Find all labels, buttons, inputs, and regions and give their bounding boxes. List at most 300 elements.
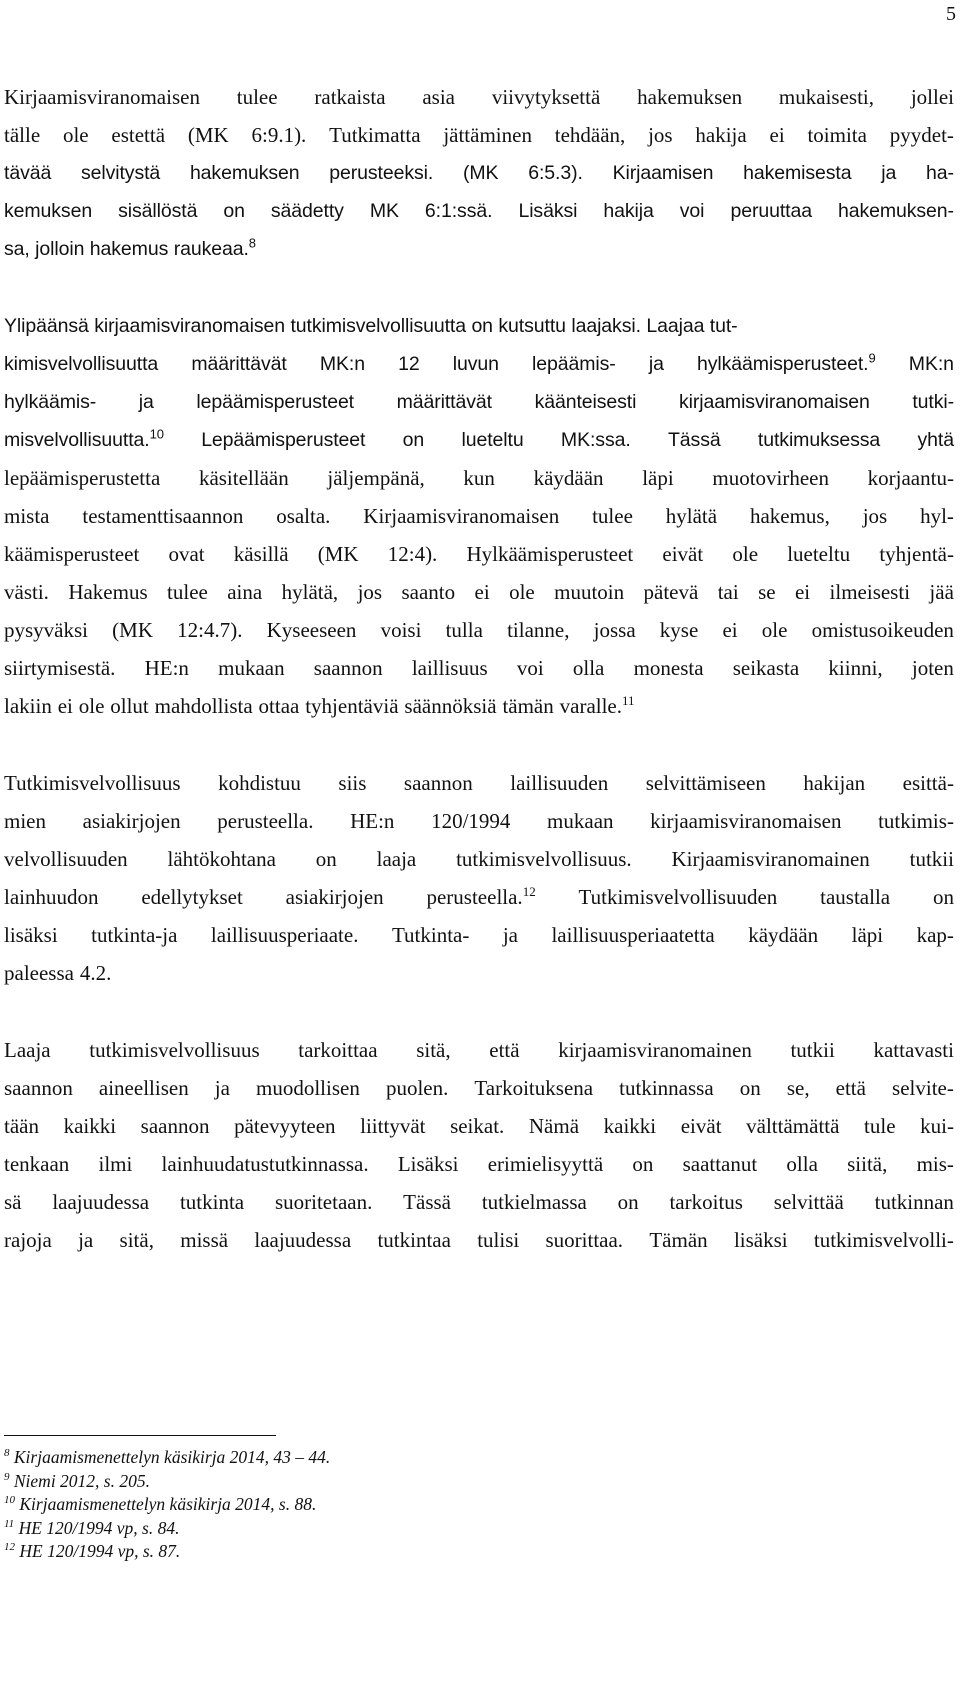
word: tävää — [4, 162, 52, 184]
word: jos — [862, 504, 888, 528]
word: tyhjentäviä — [305, 694, 399, 718]
word: että — [489, 1038, 520, 1062]
word: on — [223, 200, 245, 222]
word: asiakirjojen — [285, 885, 384, 909]
word: laillisuuden — [510, 771, 609, 795]
word: HE:n — [350, 809, 395, 833]
word: tule — [864, 1114, 896, 1138]
word: kap- — [916, 923, 954, 947]
word: hakemuksen — [189, 162, 300, 184]
word: on — [932, 885, 954, 909]
word: hakemisesta — [743, 162, 852, 184]
word: mista — [4, 504, 50, 528]
text-line — [4, 459, 954, 497]
word: seikat. — [450, 1114, 505, 1138]
word: tutkimisvelvollisuus. — [456, 847, 632, 871]
word: Tässä — [403, 1190, 451, 1214]
word: se — [758, 580, 776, 604]
word: suoritetaan. — [274, 1190, 373, 1214]
word: perusteeksi. — [329, 162, 434, 184]
word: ei — [474, 580, 490, 604]
word: eivät — [662, 542, 704, 566]
word: on — [315, 847, 337, 871]
word: on — [739, 1076, 761, 1100]
footnotes — [4, 1446, 330, 1564]
word: käydään — [533, 466, 604, 490]
word: Kirjaamisviranomaisen — [4, 85, 200, 109]
word: ole — [509, 580, 535, 604]
word: saanto — [401, 580, 456, 604]
footnote-ref: 12 — [522, 884, 536, 899]
word: jää — [929, 580, 954, 604]
footnote-text: HE 120/1994 vp, s. 87. — [19, 1541, 181, 1561]
footnote-number: 9 — [4, 1470, 10, 1483]
paragraph — [4, 764, 954, 992]
word: (MK — [112, 618, 153, 642]
word: MK:n — [908, 353, 954, 375]
text-line — [4, 307, 954, 345]
word: velvollisuuden — [4, 847, 128, 871]
word: tutki- — [912, 391, 954, 413]
word: ei — [722, 618, 738, 642]
word: tään — [4, 1114, 39, 1138]
word: omistusoikeuden — [811, 618, 954, 642]
word: jättäminen — [443, 123, 532, 147]
word: kutsuttu — [498, 315, 566, 337]
word: (MK — [187, 123, 229, 147]
word: ilmeisesti — [829, 580, 911, 604]
word: Lepäämisperusteet — [201, 429, 366, 451]
word: suorittaa. — [545, 1228, 624, 1252]
word: Kyseeseen — [266, 618, 357, 642]
word: Nämä — [528, 1114, 580, 1138]
word: ei — [57, 694, 73, 718]
word: pätevyyteen — [234, 1114, 336, 1138]
word: lueteltu — [787, 542, 851, 566]
word: kui- — [920, 1114, 954, 1138]
word: kaikki — [63, 1114, 117, 1138]
word: lainhuudatustutkinnassa. — [161, 1152, 369, 1176]
footnote — [4, 1470, 330, 1494]
word: misvelvollisuutta.$^{10}$ — [4, 426, 164, 451]
footnote — [4, 1540, 330, 1564]
word: joten — [911, 656, 954, 680]
word: seikasta — [732, 656, 800, 680]
word: kirjaamisviranomaisen — [678, 391, 870, 413]
word: tutkii — [909, 847, 954, 871]
word: hakijan — [803, 771, 866, 795]
paragraph — [4, 1031, 954, 1259]
word: selvite- — [892, 1076, 954, 1100]
text-line — [4, 802, 954, 840]
word: kemuksen — [4, 200, 93, 222]
word: mis- — [916, 1152, 954, 1176]
word: lakiin — [4, 694, 52, 718]
word: se, — [786, 1076, 810, 1100]
word: 120/1994 — [431, 809, 511, 833]
word: korjaantu- — [867, 466, 954, 490]
footnote-ref: 8 — [248, 235, 256, 251]
text-line — [4, 192, 954, 230]
footnote-divider — [4, 1435, 276, 1436]
footnote-ref: 10 — [149, 426, 164, 442]
word: laillisuusperiaate. — [210, 923, 359, 947]
word: tai — [717, 580, 739, 604]
word: testamenttisaannon — [82, 504, 244, 528]
text-line — [4, 535, 954, 573]
word: mukaan — [218, 656, 285, 680]
word: ollut — [110, 694, 149, 718]
text-line — [4, 878, 954, 916]
word: laajuudessa — [254, 1228, 352, 1252]
word: toimita — [807, 123, 867, 147]
word: lepäämisperustetta — [4, 466, 161, 490]
word: yhtä — [917, 429, 954, 451]
word: kirjaamisviranomainen — [558, 1038, 752, 1062]
footnote-text: Kirjaamismenettelyn käsikirja 2014, 43 – 44. — [13, 1447, 331, 1467]
word: ole — [732, 542, 759, 566]
text-line — [4, 764, 954, 802]
word: luvun — [452, 353, 499, 375]
word: laajaksi. — [571, 315, 641, 337]
word: tutkinta — [179, 1190, 245, 1214]
word: kohdistuu — [218, 771, 301, 795]
word: asia — [422, 85, 455, 109]
word: (MK — [317, 542, 359, 566]
word: on — [402, 429, 425, 451]
footnote-number: 8 — [4, 1447, 10, 1460]
word: esittä- — [902, 771, 954, 795]
word: tehdään, — [554, 123, 626, 147]
word: aina — [227, 580, 263, 604]
word: tälle — [4, 123, 41, 147]
body-text — [4, 78, 954, 1298]
word: peruuttaa — [730, 200, 812, 222]
word: jollei — [910, 85, 954, 109]
word: kyse — [659, 618, 699, 642]
word: MK — [369, 200, 399, 222]
word: sitä, — [416, 1038, 451, 1062]
word: siirtymisestä. — [4, 656, 116, 680]
word: tenkaan — [4, 1152, 70, 1176]
word: tutkii — [790, 1038, 835, 1062]
word: muutoin — [554, 580, 625, 604]
word: tulee — [167, 580, 208, 604]
word: västi. — [4, 580, 49, 604]
text-line — [4, 421, 954, 459]
word: MK:n — [319, 353, 365, 375]
text-line — [4, 78, 954, 116]
word: käsillä — [233, 542, 289, 566]
word: voisi — [380, 618, 422, 642]
word: Tutkimatta — [329, 123, 421, 147]
footnote-ref: 11 — [622, 693, 635, 708]
text-line — [4, 954, 954, 992]
word: tutkinta-ja — [91, 923, 178, 947]
word: ole — [78, 694, 105, 718]
word: ja — [78, 1228, 94, 1252]
word: Tutkinta- — [391, 923, 470, 947]
word: lepäämisperusteet — [196, 391, 355, 413]
word: rajoja — [4, 1228, 52, 1252]
word: 12 — [398, 353, 420, 375]
word: Hakemus — [68, 580, 148, 604]
word: siitä, — [847, 1152, 888, 1176]
word: Tarkoituksena — [474, 1076, 594, 1100]
word: kun — [463, 466, 495, 490]
word: muodollisen — [256, 1076, 360, 1100]
word: läpi — [851, 923, 884, 947]
word: Tässä — [667, 429, 721, 451]
word: ole — [761, 618, 788, 642]
text-line — [4, 611, 954, 649]
word: laillisuusperiaatetta — [551, 923, 715, 947]
word: läpi — [642, 466, 674, 490]
footnote-text: HE 120/1994 vp, s. 84. — [18, 1517, 180, 1538]
word: voi — [679, 200, 705, 222]
footnote — [4, 1493, 330, 1517]
word: on — [632, 1152, 654, 1176]
word: ja — [214, 1076, 230, 1100]
word: määrittävät — [396, 391, 492, 413]
word: 6:1:ssä. — [424, 200, 493, 222]
word: 4.2. — [79, 961, 112, 985]
word: tyhjentä- — [879, 542, 954, 566]
word: kaikki — [603, 1114, 657, 1138]
word: hakemuksen- — [837, 200, 954, 222]
word: estettä — [111, 123, 166, 147]
word: lainhuudon — [4, 885, 99, 909]
word: ole — [62, 123, 89, 147]
word: tutkimisvelvollisuus — [89, 1038, 260, 1062]
word: tutkintaa — [377, 1228, 451, 1252]
word: tarkoittaa — [298, 1038, 378, 1062]
word: lueteltu — [461, 429, 524, 451]
word: tulee — [592, 504, 633, 528]
text-line — [4, 497, 954, 535]
word: tulla — [445, 618, 483, 642]
word: paleessa — [4, 961, 74, 985]
word: sisällöstä — [118, 200, 198, 222]
word: käydään — [748, 923, 819, 947]
word: lisäksi — [4, 923, 58, 947]
word: saannon — [4, 1076, 73, 1100]
word: hyl- — [920, 504, 954, 528]
word: hylkäämisperusteet.$^9$ — [696, 350, 876, 375]
word: lepäämis- — [532, 353, 616, 375]
text-line — [4, 1107, 954, 1145]
word: olla — [786, 1152, 818, 1176]
word: siis — [338, 771, 367, 795]
word: tulisi — [477, 1228, 520, 1252]
word: hylätä — [665, 504, 718, 528]
footnote-ref: 9 — [868, 350, 876, 366]
word: laillisuus — [411, 656, 488, 680]
word: tulee — [236, 85, 278, 109]
word: ei — [769, 123, 785, 147]
word: Laajaa — [646, 315, 705, 337]
word: säännöksiä — [404, 694, 497, 718]
word: jos — [357, 580, 383, 604]
word: jossa — [593, 618, 636, 642]
word: pyydet- — [889, 123, 954, 147]
word: 12:4). — [387, 542, 438, 566]
footnote-text: Kirjaamismenettelyn käsikirja 2014, s. 88. — [19, 1494, 317, 1514]
word: laajuudessa — [52, 1190, 150, 1214]
word: käsitellään — [198, 466, 289, 490]
word: tutkimisvelvollisuutta — [290, 315, 466, 337]
text-line — [4, 230, 954, 268]
word: mahdollista — [154, 694, 253, 718]
word: perusteella.$^{12}$ — [426, 884, 536, 909]
word: saannon — [313, 656, 383, 680]
word: hakemuksen — [637, 85, 743, 109]
word: 6:9.1). — [251, 123, 307, 147]
word: selvittää — [773, 1190, 844, 1214]
word: ei — [794, 580, 811, 604]
word: säädetty — [270, 200, 344, 222]
word: varalle.$^{11}$ — [559, 693, 635, 718]
word: muotovirheen — [712, 466, 829, 490]
text-line — [4, 1221, 954, 1259]
text-line — [4, 1145, 954, 1183]
text-line — [4, 916, 954, 954]
word: mien — [4, 809, 46, 833]
word: ja — [648, 353, 664, 375]
word: tutkielmassa — [481, 1190, 587, 1214]
footnote-number: 10 — [4, 1494, 15, 1507]
word: 6:5.3). — [528, 162, 583, 184]
text-line — [4, 687, 954, 725]
word: kimisvelvollisuutta — [4, 353, 159, 375]
text-line — [4, 154, 954, 192]
word: ja — [881, 162, 897, 184]
word: missä — [180, 1228, 229, 1252]
text-line — [4, 383, 954, 421]
word: MK:ssa. — [560, 429, 631, 451]
word: tutkimuksessa — [757, 429, 881, 451]
word: että — [835, 1076, 866, 1100]
word: taustalla — [820, 885, 891, 909]
word: Kirjaamisviranomainen — [671, 847, 870, 871]
word: Tutkimisvelvollisuus — [4, 771, 181, 795]
word: sä — [4, 1190, 22, 1214]
word: tutkimisvelvolli- — [813, 1228, 954, 1252]
text-line — [4, 116, 954, 154]
word: Lisäksi — [518, 200, 578, 222]
word: perusteella. — [217, 809, 314, 833]
word: pysyväksi — [4, 618, 88, 642]
footnote — [4, 1517, 330, 1541]
word: mukaisesti, — [778, 85, 874, 109]
text-line — [4, 649, 954, 687]
word: ratkaista — [314, 85, 386, 109]
word: jäljempänä, — [327, 466, 425, 490]
word: 12:4.7). — [177, 618, 243, 642]
word: Kirjaamisen — [612, 162, 714, 184]
word: HE:n — [144, 656, 189, 680]
paragraph — [4, 78, 954, 268]
word: Laaja — [4, 1038, 51, 1062]
word: pätevä — [643, 580, 699, 604]
text-line — [4, 1031, 954, 1069]
word: käämisperusteet — [4, 542, 140, 566]
word: on — [471, 315, 493, 337]
word: sitä, — [119, 1228, 154, 1252]
word: Ylipäänsä — [4, 315, 89, 337]
word: raukeaa.$^8$ — [173, 235, 256, 260]
text-line — [4, 840, 954, 878]
word: ovat — [168, 542, 205, 566]
word: saannon — [140, 1114, 210, 1138]
word: olla — [572, 656, 605, 680]
word: tämän — [502, 694, 554, 718]
word: Tämän — [649, 1228, 708, 1252]
word: ja — [502, 923, 518, 947]
word: lähtökohtana — [167, 847, 276, 871]
word: hakija — [695, 123, 747, 147]
word: välttämättä — [746, 1114, 840, 1138]
word: on — [617, 1190, 639, 1214]
footnote-number: 11 — [4, 1517, 15, 1530]
word: viivytyksettä — [491, 85, 601, 109]
word: kiinni, — [828, 656, 883, 680]
word: määrittävät — [191, 353, 287, 375]
word: ilmi — [98, 1152, 133, 1176]
word: edellytykset — [141, 885, 243, 909]
word: monesta — [633, 656, 704, 680]
word: ja — [138, 391, 154, 413]
word: sa, — [4, 238, 30, 260]
word: saattanut — [682, 1152, 758, 1176]
text-line — [4, 345, 954, 383]
word: tarkoitus — [669, 1190, 743, 1214]
word: hylkäämis- — [4, 391, 97, 413]
word: erimielisyyttä — [487, 1152, 604, 1176]
word: tutkinnan — [874, 1190, 954, 1214]
text-line — [4, 1069, 954, 1107]
word: tutkinnassa — [619, 1076, 714, 1100]
word: hakija — [603, 200, 654, 222]
word: selvitystä — [80, 162, 161, 184]
page-number: 5 — [946, 3, 956, 25]
footnote-text: Niemi 2012, s. 205. — [13, 1470, 150, 1491]
word: aineellisen — [98, 1076, 189, 1100]
word: kirjaamisviranomaisen — [650, 809, 842, 833]
paragraph — [4, 307, 954, 725]
text-line — [4, 573, 954, 611]
word: kirjaamisviranomaisen — [94, 315, 285, 337]
word: puolen. — [385, 1076, 449, 1100]
word: Hylkäämisperusteet — [466, 542, 634, 566]
word: tilanne, — [507, 618, 570, 642]
word: ottaa — [258, 694, 300, 718]
word: (MK — [462, 162, 499, 184]
word: hylätä, — [281, 580, 339, 604]
word: Tutkimisvelvollisuuden — [578, 885, 778, 909]
word: käänteisesti — [534, 391, 637, 413]
word: mukaan — [547, 809, 614, 833]
word: tutkimis- — [878, 809, 954, 833]
footnote — [4, 1446, 330, 1470]
word: kattavasti — [873, 1038, 954, 1062]
word: tut- — [709, 315, 738, 337]
word: eivät — [680, 1114, 722, 1138]
word: Kirjaamisviranomaisen — [363, 504, 560, 528]
word: ha- — [926, 162, 954, 184]
word: hakemus — [89, 238, 169, 260]
word: jos — [648, 123, 673, 147]
